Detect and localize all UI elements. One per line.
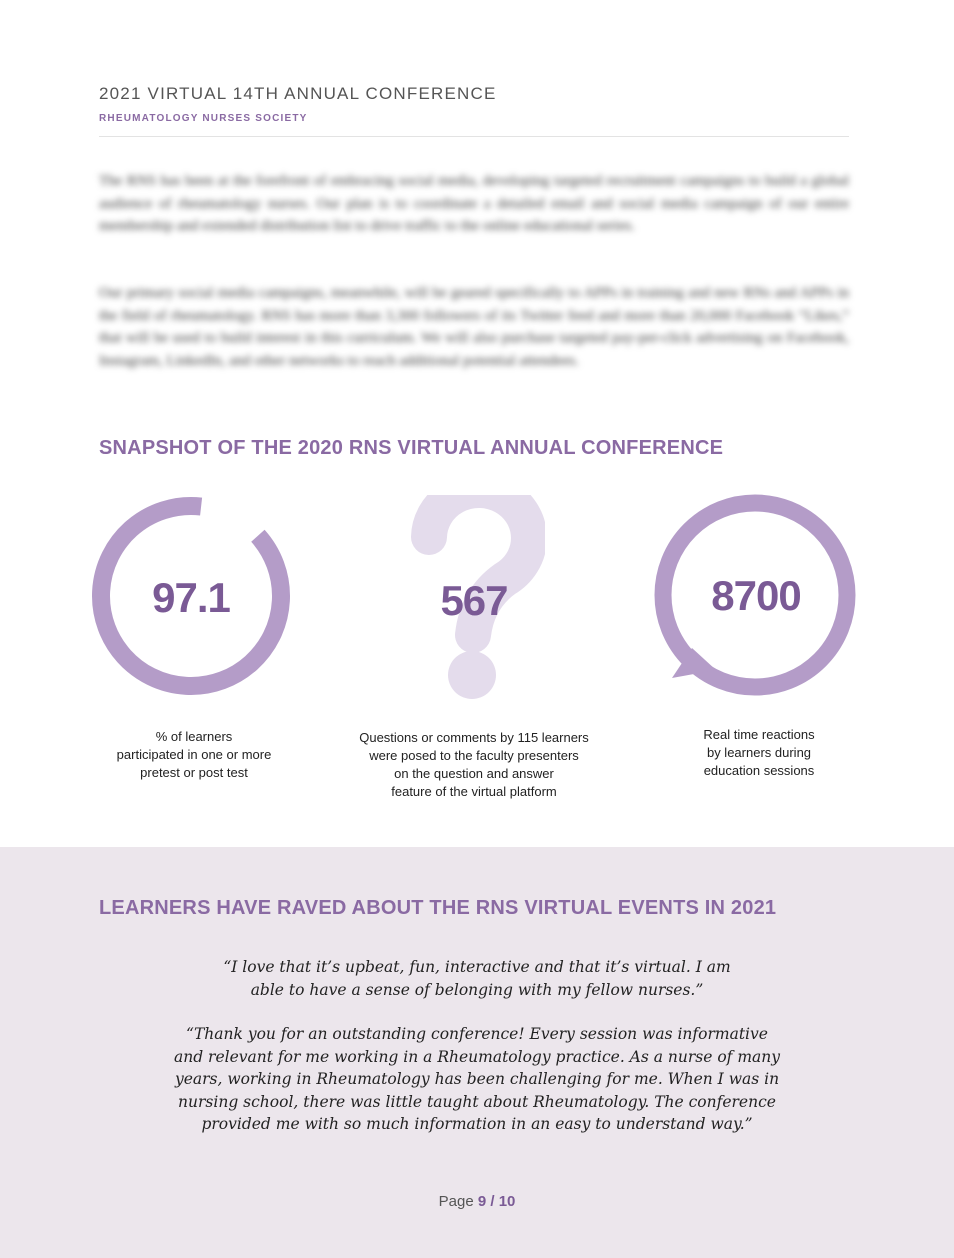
caption-line: on the question and answer: [394, 766, 554, 781]
caption-line: Questions or comments by 115 learners: [359, 730, 589, 745]
quote-line: and relevant for me working in a Rheumatology practice. As a nurse of many: [173, 1047, 781, 1066]
caption-line: Real time reactions: [703, 727, 815, 742]
quote-line: nursing school, there was little taught about Rheumatology. The conference: [178, 1092, 776, 1111]
conference-title: 2021 VIRTUAL 14TH ANNUAL CONFERENCE: [99, 84, 497, 103]
page-label: Page: [438, 1193, 474, 1210]
stat-value-reactions: 8700: [711, 572, 801, 619]
quote-line: “I love that it’s upbeat, fun, interactive and that it’s virtual. I am: [223, 958, 731, 976]
stat-value-questions: 567: [440, 577, 508, 624]
quote-line: “Thank you for an outstanding conference! Every session was informative: [186, 1025, 768, 1043]
caption-line: feature of the virtual platform: [391, 784, 557, 799]
caption-line: education sessions: [703, 763, 815, 778]
snapshot-title: SNAPSHOT OF THE 2020 RNS VIRTUAL ANNUAL CONFERENCE: [99, 437, 724, 459]
testimonials-title: LEARNERS HAVE RAVED ABOUT THE RNS VIRTUAL EVENTS IN 2021: [99, 897, 777, 919]
header-divider: [99, 136, 849, 137]
caption-line: by learners during: [706, 745, 812, 760]
page-footer: [0, 1193, 954, 1210]
intro-paragraph-1: The RNS has been at the forefront of embracing social media, developing targeted recruitment campaigns to build a global audience of rheumatology nurses. Our plan is to coordinate a detailed email and social media campaign of our entire membership and extended distribution list to drive traffic to the online educational series.: [99, 173, 849, 234]
society-name: RHEUMATOLOGY NURSES SOCIETY: [99, 113, 308, 124]
page-number: 9 / 10: [477, 1193, 516, 1210]
page-header: [99, 84, 849, 124]
quote-line: provided me with so much information in an easy to understand way.”: [201, 1115, 753, 1133]
caption-line: % of learners: [155, 729, 233, 744]
caption-line: pretest or post test: [140, 765, 248, 780]
testimonial-quote-1: [150, 956, 804, 1001]
testimonial-quote-2: [150, 1023, 804, 1136]
stat-caption-reactions: [660, 726, 858, 780]
intro-paragraph-2: Our primary social media campaigns, meanwhile, will be geared specifically to APPs in training and new RNs and APPs in the field of rheumatology. RNS has more than 3,300 followers of its Twitter feed and more than 20,000 Facebook “Likes,” that will be used to build interest in this curriculum. We will also purchase targeted pay-per-click advertising on Facebook, Instagram, LinkedIn, and other networks to reach additional potential attendees.: [99, 285, 849, 369]
caption-line: participated in one or more: [116, 747, 272, 762]
quote-line: able to have a sense of belonging with my fellow nurses.”: [250, 980, 704, 999]
stat-caption-questions: [334, 729, 614, 801]
stat-value-learners-tested: 97.1: [152, 574, 230, 621]
quote-line: years, working in Rheumatology has been challenging for me. When I was in: [174, 1070, 780, 1088]
caption-line: were posed to the faculty presenters: [369, 748, 579, 763]
stat-caption-learners-tested: [84, 728, 304, 782]
